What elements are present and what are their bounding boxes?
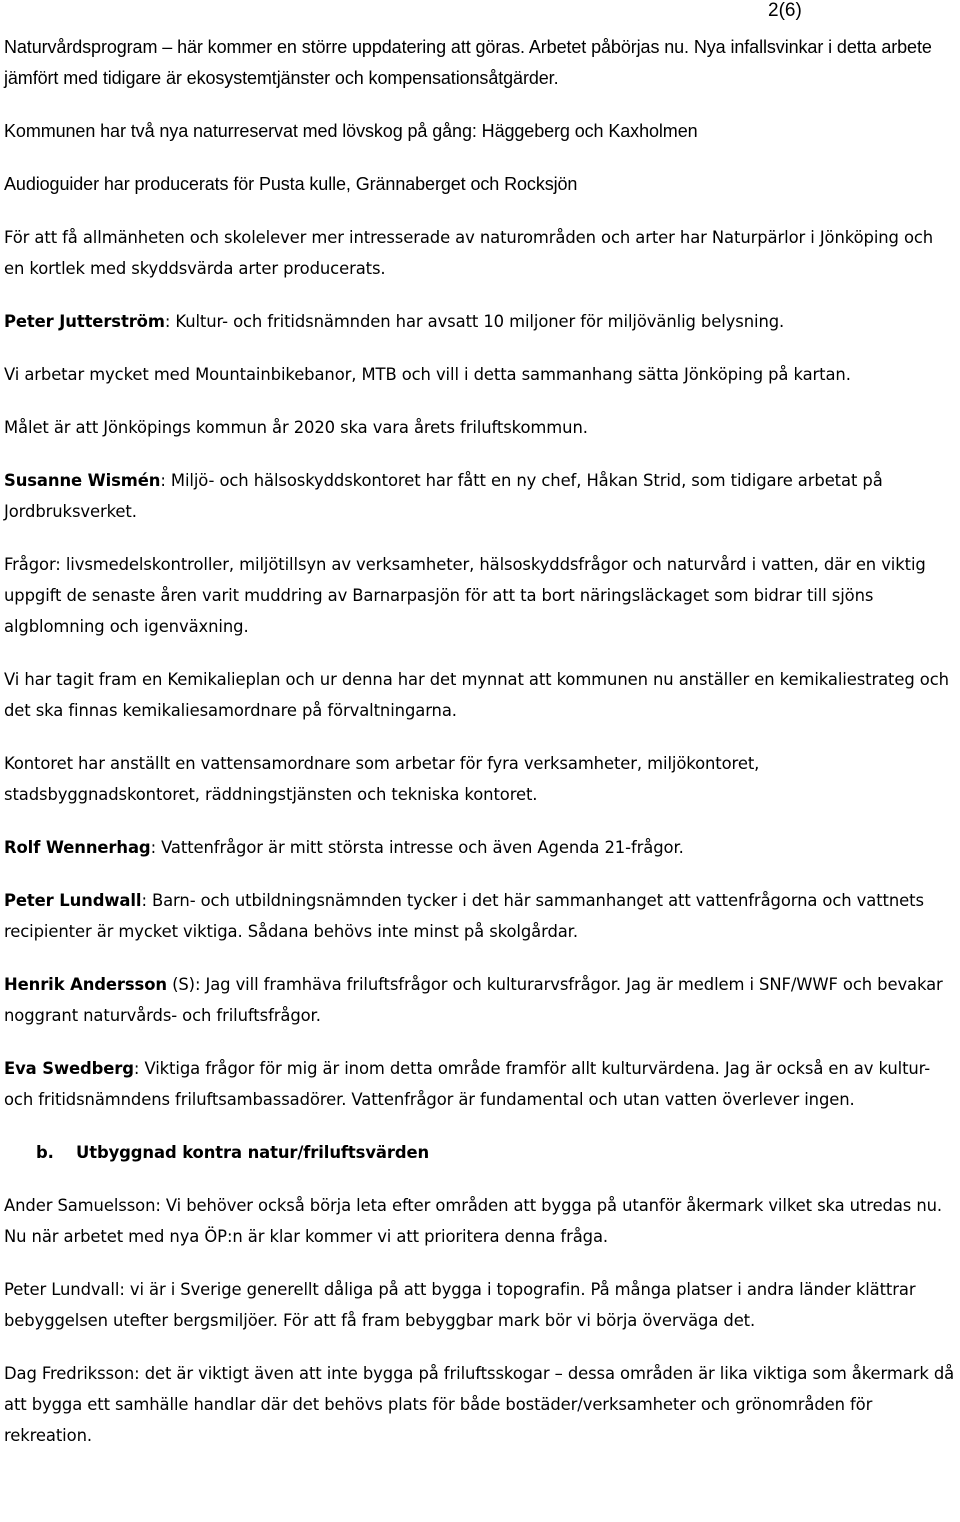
paragraph-fragor: Frågor: livsmedelskontroller, miljötillsyn av verksamheter, hälsoskyddsfrågor och naturvård i vatten, där en viktig uppgift de senaste åren varit muddring av Barnarpasjön för att ta bort näringsläckaget som bidrar till sjöns algblomning och igenväxning. [4, 555, 926, 636]
paragraph-kemikalieplan: Vi har tagit fram en Kemikalieplan och ur denna har det mynnat att kommunen nu anställer en kemikaliestrateg och det ska finnas kemikaliesamordnare på förvaltningarna. [4, 670, 949, 720]
paragraph-wennerhag [4, 832, 956, 863]
paragraph-samuelsson: Ander Samuelsson: Vi behöver också börja leta efter områden att bygga på utanför åkermark vilket ska utredas nu. Nu när arbetet med nya ÖP:n är klar kommer vi att prioritera denna fråga. [4, 1196, 943, 1246]
speaker-text: : Kultur- och fritidsnämnden har avsatt 10 miljoner för miljövänlig belysning. [164, 312, 785, 331]
page-number: 2(6) [768, 0, 802, 21]
paragraph-wismen [4, 465, 956, 527]
paragraph-fredriksson: Dag Fredriksson: det är viktigt även att inte bygga på friluftsskogar – dessa områden är lika viktiga som åkermark då att bygga ett samhälle handlar där det behövs plats för både bostäder/verksamheter och grönområden för rekreation. [4, 1364, 955, 1445]
speaker-text: : Miljö- och hälsoskyddskontoret har fått en ny chef, Håkan Strid, som tidigare arbetat på Jordbruksverket. [4, 471, 883, 521]
speaker-text: : Barn- och utbildningsnämnden tycker i det här sammanhanget att vattenfrågorna och vattnets recipienter är mycket viktiga. Sådana behövs inte minst på skolgårdar. [4, 891, 924, 941]
speaker-name: Susanne Wismén [4, 471, 161, 490]
paragraph-naturreservat: Kommunen har två nya naturreservat med lövskog på gång: Häggeberg och Kaxholmen [4, 121, 698, 141]
paragraph-vattensamordnare: Kontoret har anställt en vattensamordnare som arbetar för fyra verksamheter, miljökontoret, stadsbyggnadskontoret, räddningstjänsten och tekniska kontoret. [4, 754, 760, 804]
speaker-name: Henrik Andersson [4, 975, 167, 994]
paragraph-audioguider: Audioguider har producerats för Pusta kulle, Grännaberget och Rocksjön [4, 174, 578, 194]
paragraph-swedberg [4, 1053, 956, 1115]
speaker-name: Eva Swedberg [4, 1059, 134, 1078]
document-body [4, 32, 956, 1451]
section-heading [36, 1137, 956, 1168]
paragraph-naturparlor: För att få allmänheten och skolelever mer intresserade av naturområden och arter har Naturpärlor i Jönköping och en kortlek med skyddsvärda arter producerats. [4, 228, 934, 278]
paragraph-mtb: Vi arbetar mycket med Mountainbikebanor, MTB och vill i detta sammanhang sätta Jönköping på kartan. [4, 365, 851, 384]
speaker-text: : Vattenfrågor är mitt största intresse och även Agenda 21-frågor. [150, 838, 684, 857]
paragraph-lundvall: Peter Lundvall: vi är i Sverige generellt dåliga på att bygga i topografin. På många platser i andra länder klättrar bebyggelsen utefter bergsmiljöer. För att få fram bebyggbar mark bör vi börja överväga det. [4, 1280, 916, 1330]
paragraph-andersson [4, 969, 956, 1031]
speaker-text: (S): Jag vill framhäva friluftsfrågor och kulturarvsfrågor. Jag är medlem i SNF/WWF och bevakar noggrant naturvårds- och friluftsfrågor. [4, 975, 943, 1025]
section-title: Utbyggnad kontra natur/friluftsvärden [76, 1143, 430, 1162]
section-number: b. [36, 1143, 54, 1162]
speaker-name: Peter Lundwall [4, 891, 142, 910]
speaker-name: Rolf Wennerhag [4, 838, 151, 857]
paragraph-jutterstrom [4, 306, 956, 337]
paragraph-lundwall [4, 885, 956, 947]
speaker-name: Peter Jutterström [4, 312, 165, 331]
speaker-text: : Viktiga frågor för mig är inom detta område framför allt kulturvärdena. Jag är också en av kultur- och fritidsnämndens friluftsambassadörer. Vattenfrågor är fundamental och utan vatten överlever ingen. [4, 1059, 931, 1109]
paragraph-friluftskommun: Målet är att Jönköpings kommun år 2020 ska vara årets friluftskommun. [4, 418, 588, 437]
paragraph-naturvardsprogram: Naturvårdsprogram – här kommer en större uppdatering att göras. Arbetet påbörjas nu. Nya infallsvinkar i detta arbete jämfört med tidigare är ekosystemtjänster och kompensationsåtgärder. [4, 37, 932, 88]
